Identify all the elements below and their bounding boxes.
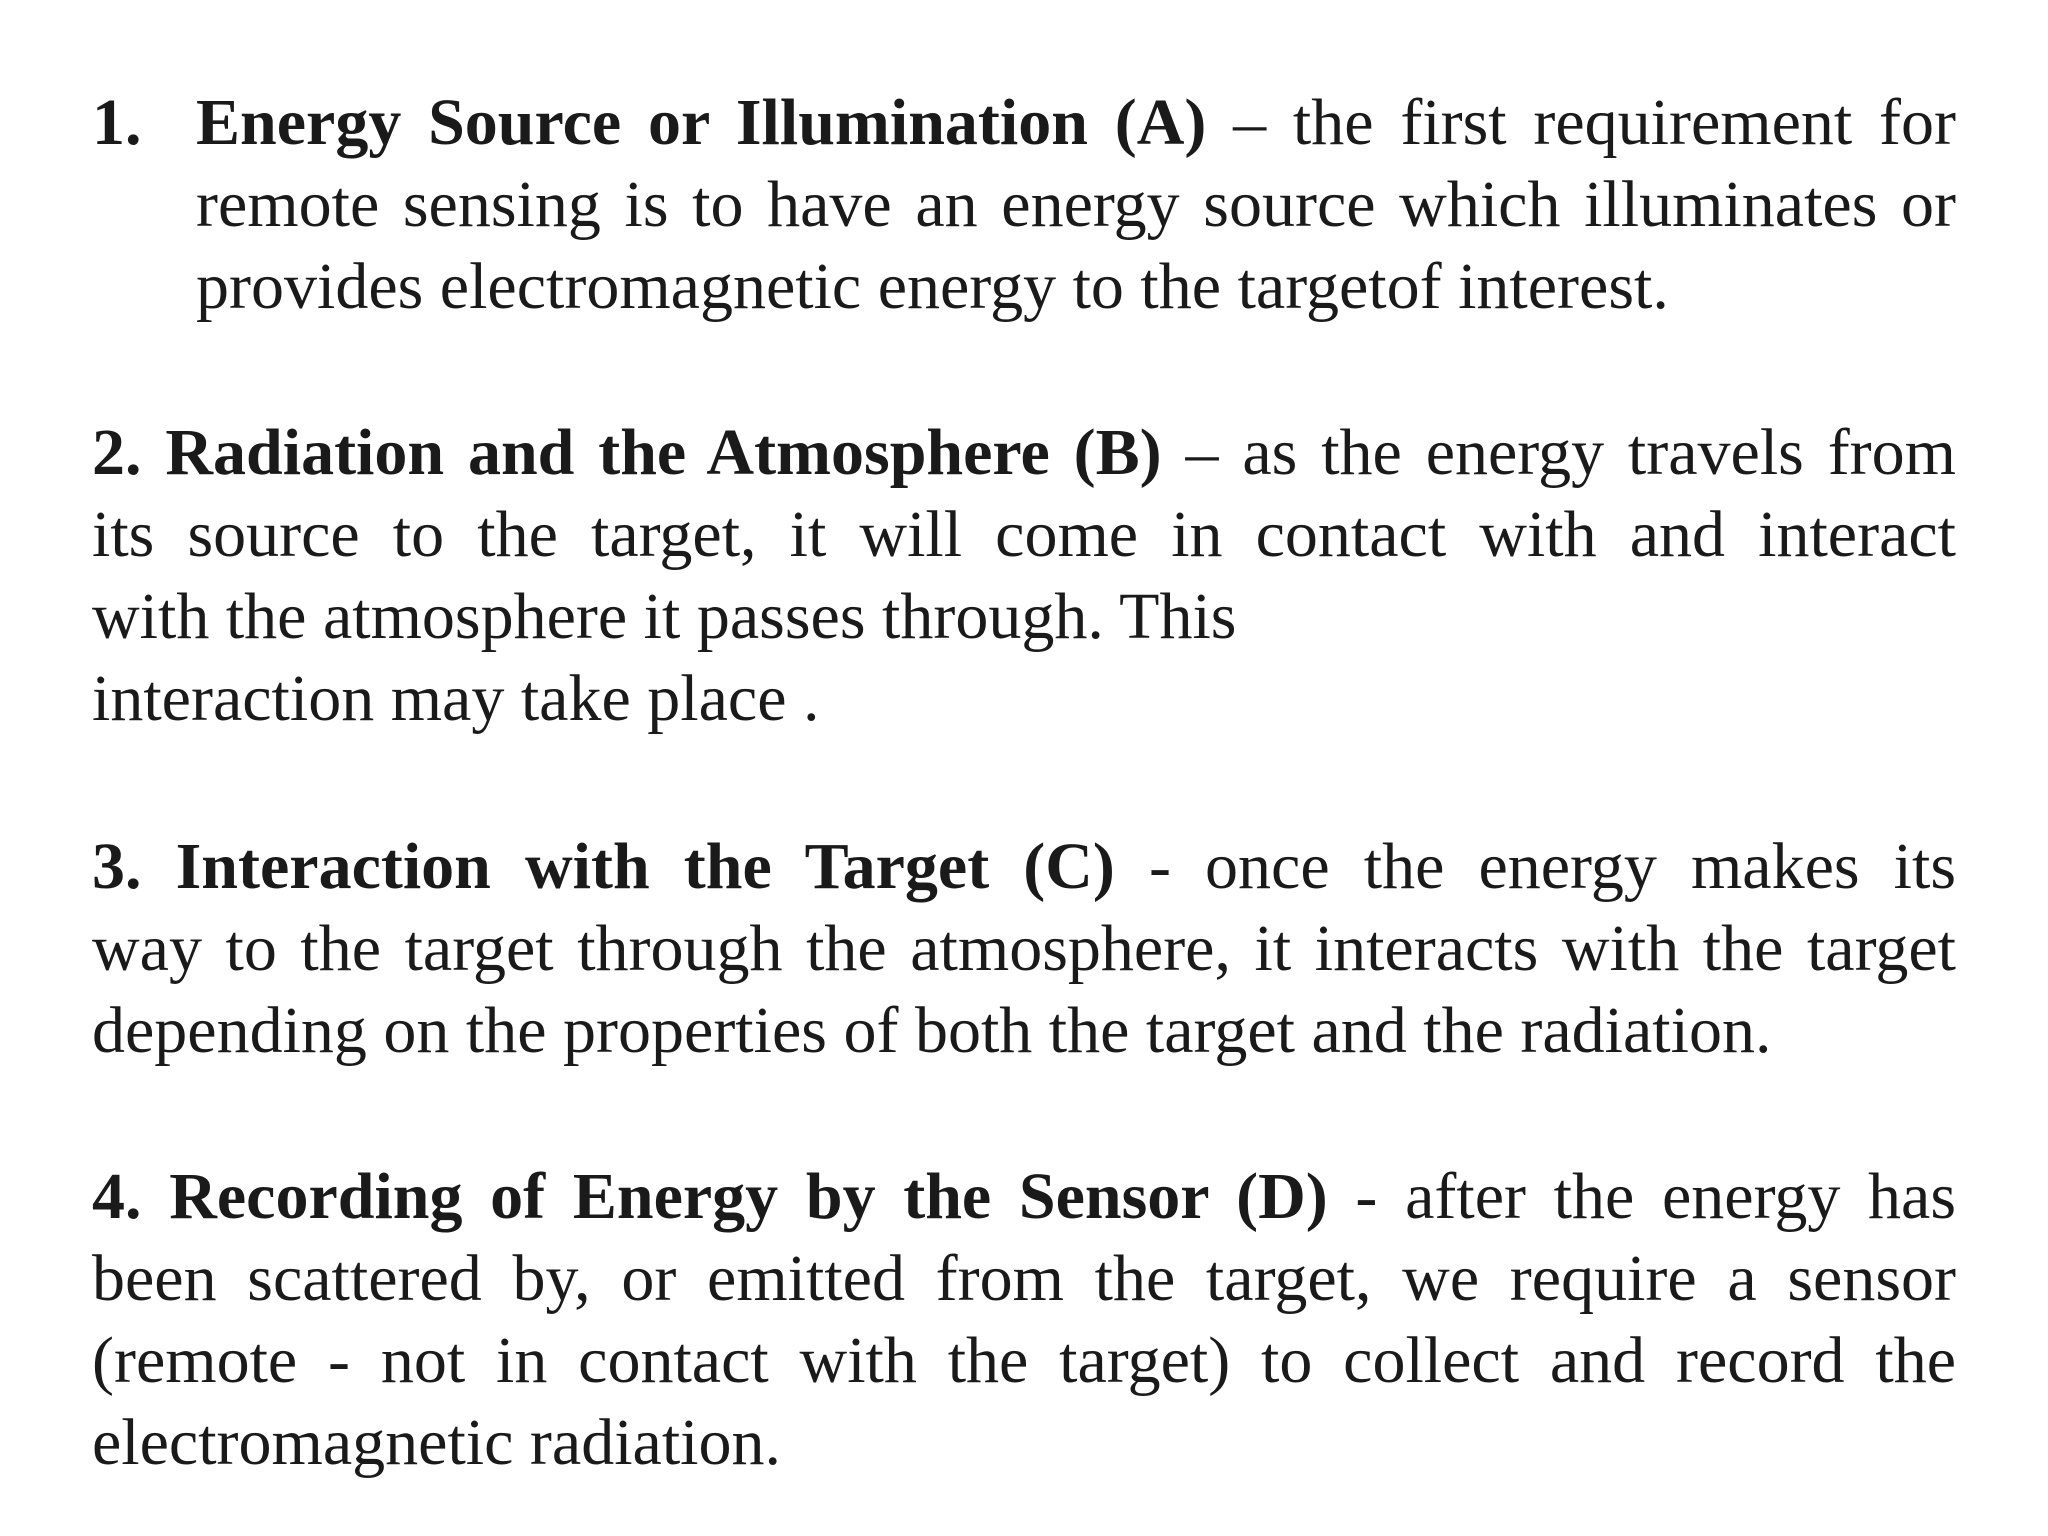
list-item-text: – the first requirement for xyxy=(1206,86,1956,159)
list-item-text: provides electromagnetic energy to the targetof interest. xyxy=(196,250,1669,323)
list-item-text: with the atmosphere it passes through. This xyxy=(92,580,1237,653)
list-item-heading: Recording of Energy by the Sensor (D) xyxy=(169,1160,1328,1233)
list-item-heading: Radiation and the Atmosphere (B) xyxy=(165,416,1162,489)
list-item-text: depending on the properties of both the target and the radiation. xyxy=(92,994,1772,1067)
list-item-first-line xyxy=(92,1156,1956,1238)
list-item-text: - once the energy makes its xyxy=(1114,830,1957,903)
list-item-radiation-atmosphere xyxy=(92,412,1956,740)
list-item-energy-source xyxy=(92,82,1956,328)
list-item-text: been scattered by, or emitted from the target, we require a sensor xyxy=(92,1242,1956,1315)
list-item-text: its source to the target, it will come in contact with and interact xyxy=(92,498,1956,571)
list-item-recording-energy xyxy=(92,1156,1956,1484)
list-item-text: electromagnetic radiation. xyxy=(92,1406,782,1479)
list-number: 3. xyxy=(92,830,142,903)
list-item-first-line xyxy=(92,826,1956,908)
list-number: 4. xyxy=(92,1160,142,1233)
list-item-heading: Interaction with the Target (C) xyxy=(175,830,1115,903)
list-item-text: way to the target through the atmosphere, it interacts with the target xyxy=(92,912,1956,985)
list-item-text: - after the energy has xyxy=(1327,1160,1957,1233)
list-item-text: – as the energy travels from xyxy=(1161,416,1956,489)
list-number: 1. xyxy=(92,86,142,159)
list-item-interaction-target xyxy=(92,826,1956,1072)
list-item-heading: Energy Source or Illumination (A) xyxy=(196,86,1207,159)
list-item-text: interaction may take place . xyxy=(92,662,820,735)
list-item-text: remote sensing is to have an energy source which illuminates or xyxy=(196,168,1956,241)
list-item-row xyxy=(92,82,1956,328)
list-item-text: (remote - not in contact with the target) to collect and record the xyxy=(92,1324,1956,1397)
list-item-first-line xyxy=(92,412,1956,494)
list-item-body xyxy=(196,82,1956,328)
list-item-first-line xyxy=(196,82,1956,164)
list-number: 2. xyxy=(92,416,142,489)
